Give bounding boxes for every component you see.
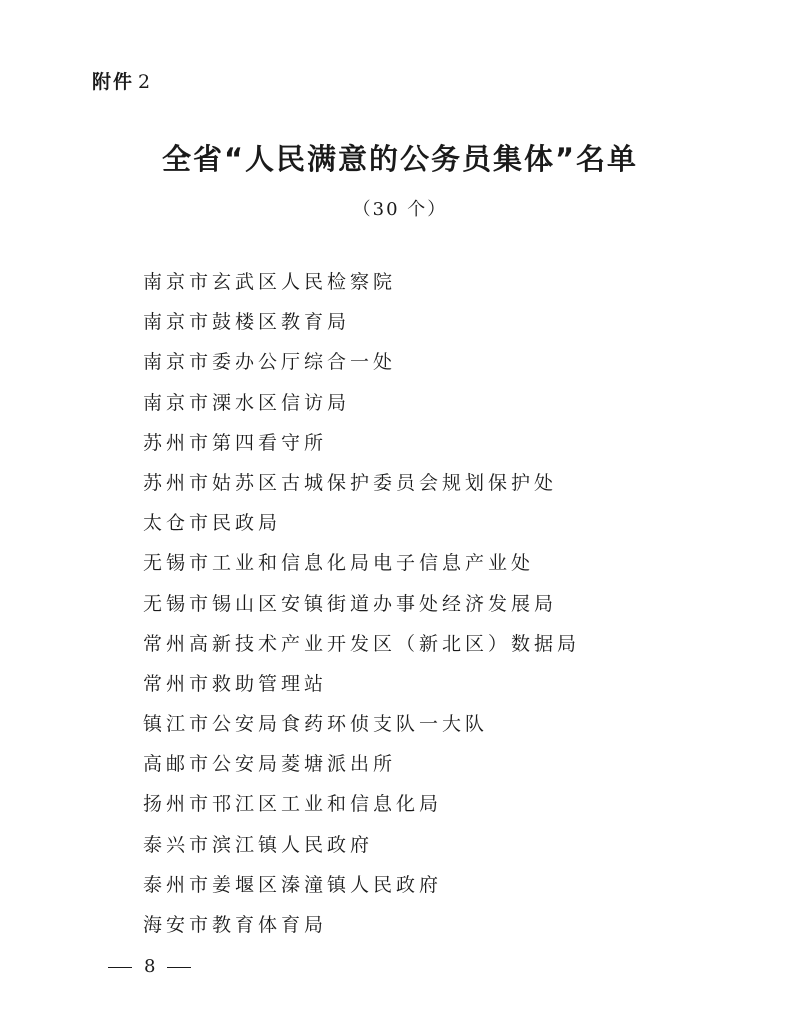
list-item: 南京市委办公厅综合一处 [143, 351, 397, 374]
attachment-label [92, 68, 152, 96]
organization-list [143, 262, 580, 945]
page-number: 8 [144, 956, 156, 977]
list-item: 镇江市公安局食药环侦支队一大队 [143, 713, 489, 736]
list-item: 南京市鼓楼区教育局 [143, 311, 351, 334]
list-item: 南京市玄武区人民检察院 [143, 271, 397, 293]
list-item: 泰兴市滨江镇人民政府 [143, 833, 374, 856]
attachment-number: 2 [138, 71, 153, 93]
list-item: 苏州市第四看守所 [143, 431, 328, 454]
footer-dash-right [167, 967, 191, 968]
footer-dash-left [108, 967, 132, 968]
document-count: （30 个） [352, 199, 448, 220]
document-title: 全省“人民满意的公务员集体”名单 [161, 142, 639, 176]
list-item: 泰州市姜堰区溱潼镇人民政府 [143, 873, 443, 896]
attachment-label-text: 附件 [92, 71, 135, 93]
list-item: 海安市教育体育局 [143, 914, 328, 936]
list-item: 无锡市工业和信息化局电子信息产业处 [143, 552, 535, 575]
list-item: 苏州市姑苏区古城保护委员会规划保护处 [143, 471, 558, 494]
list-item: 太仓市民政局 [143, 512, 282, 535]
list-item: 无锡市锡山区安镇街道办事处经济发展局 [143, 592, 558, 615]
list-item: 常州市救助管理站 [143, 672, 328, 695]
list-item: 扬州市邗江区工业和信息化局 [143, 793, 443, 816]
list-item: 南京市溧水区信访局 [143, 391, 351, 414]
list-item: 高邮市公安局菱塘派出所 [143, 753, 397, 776]
page-footer [108, 953, 191, 981]
list-item: 常州高新技术产业开发区（新北区）数据局 [143, 632, 581, 655]
